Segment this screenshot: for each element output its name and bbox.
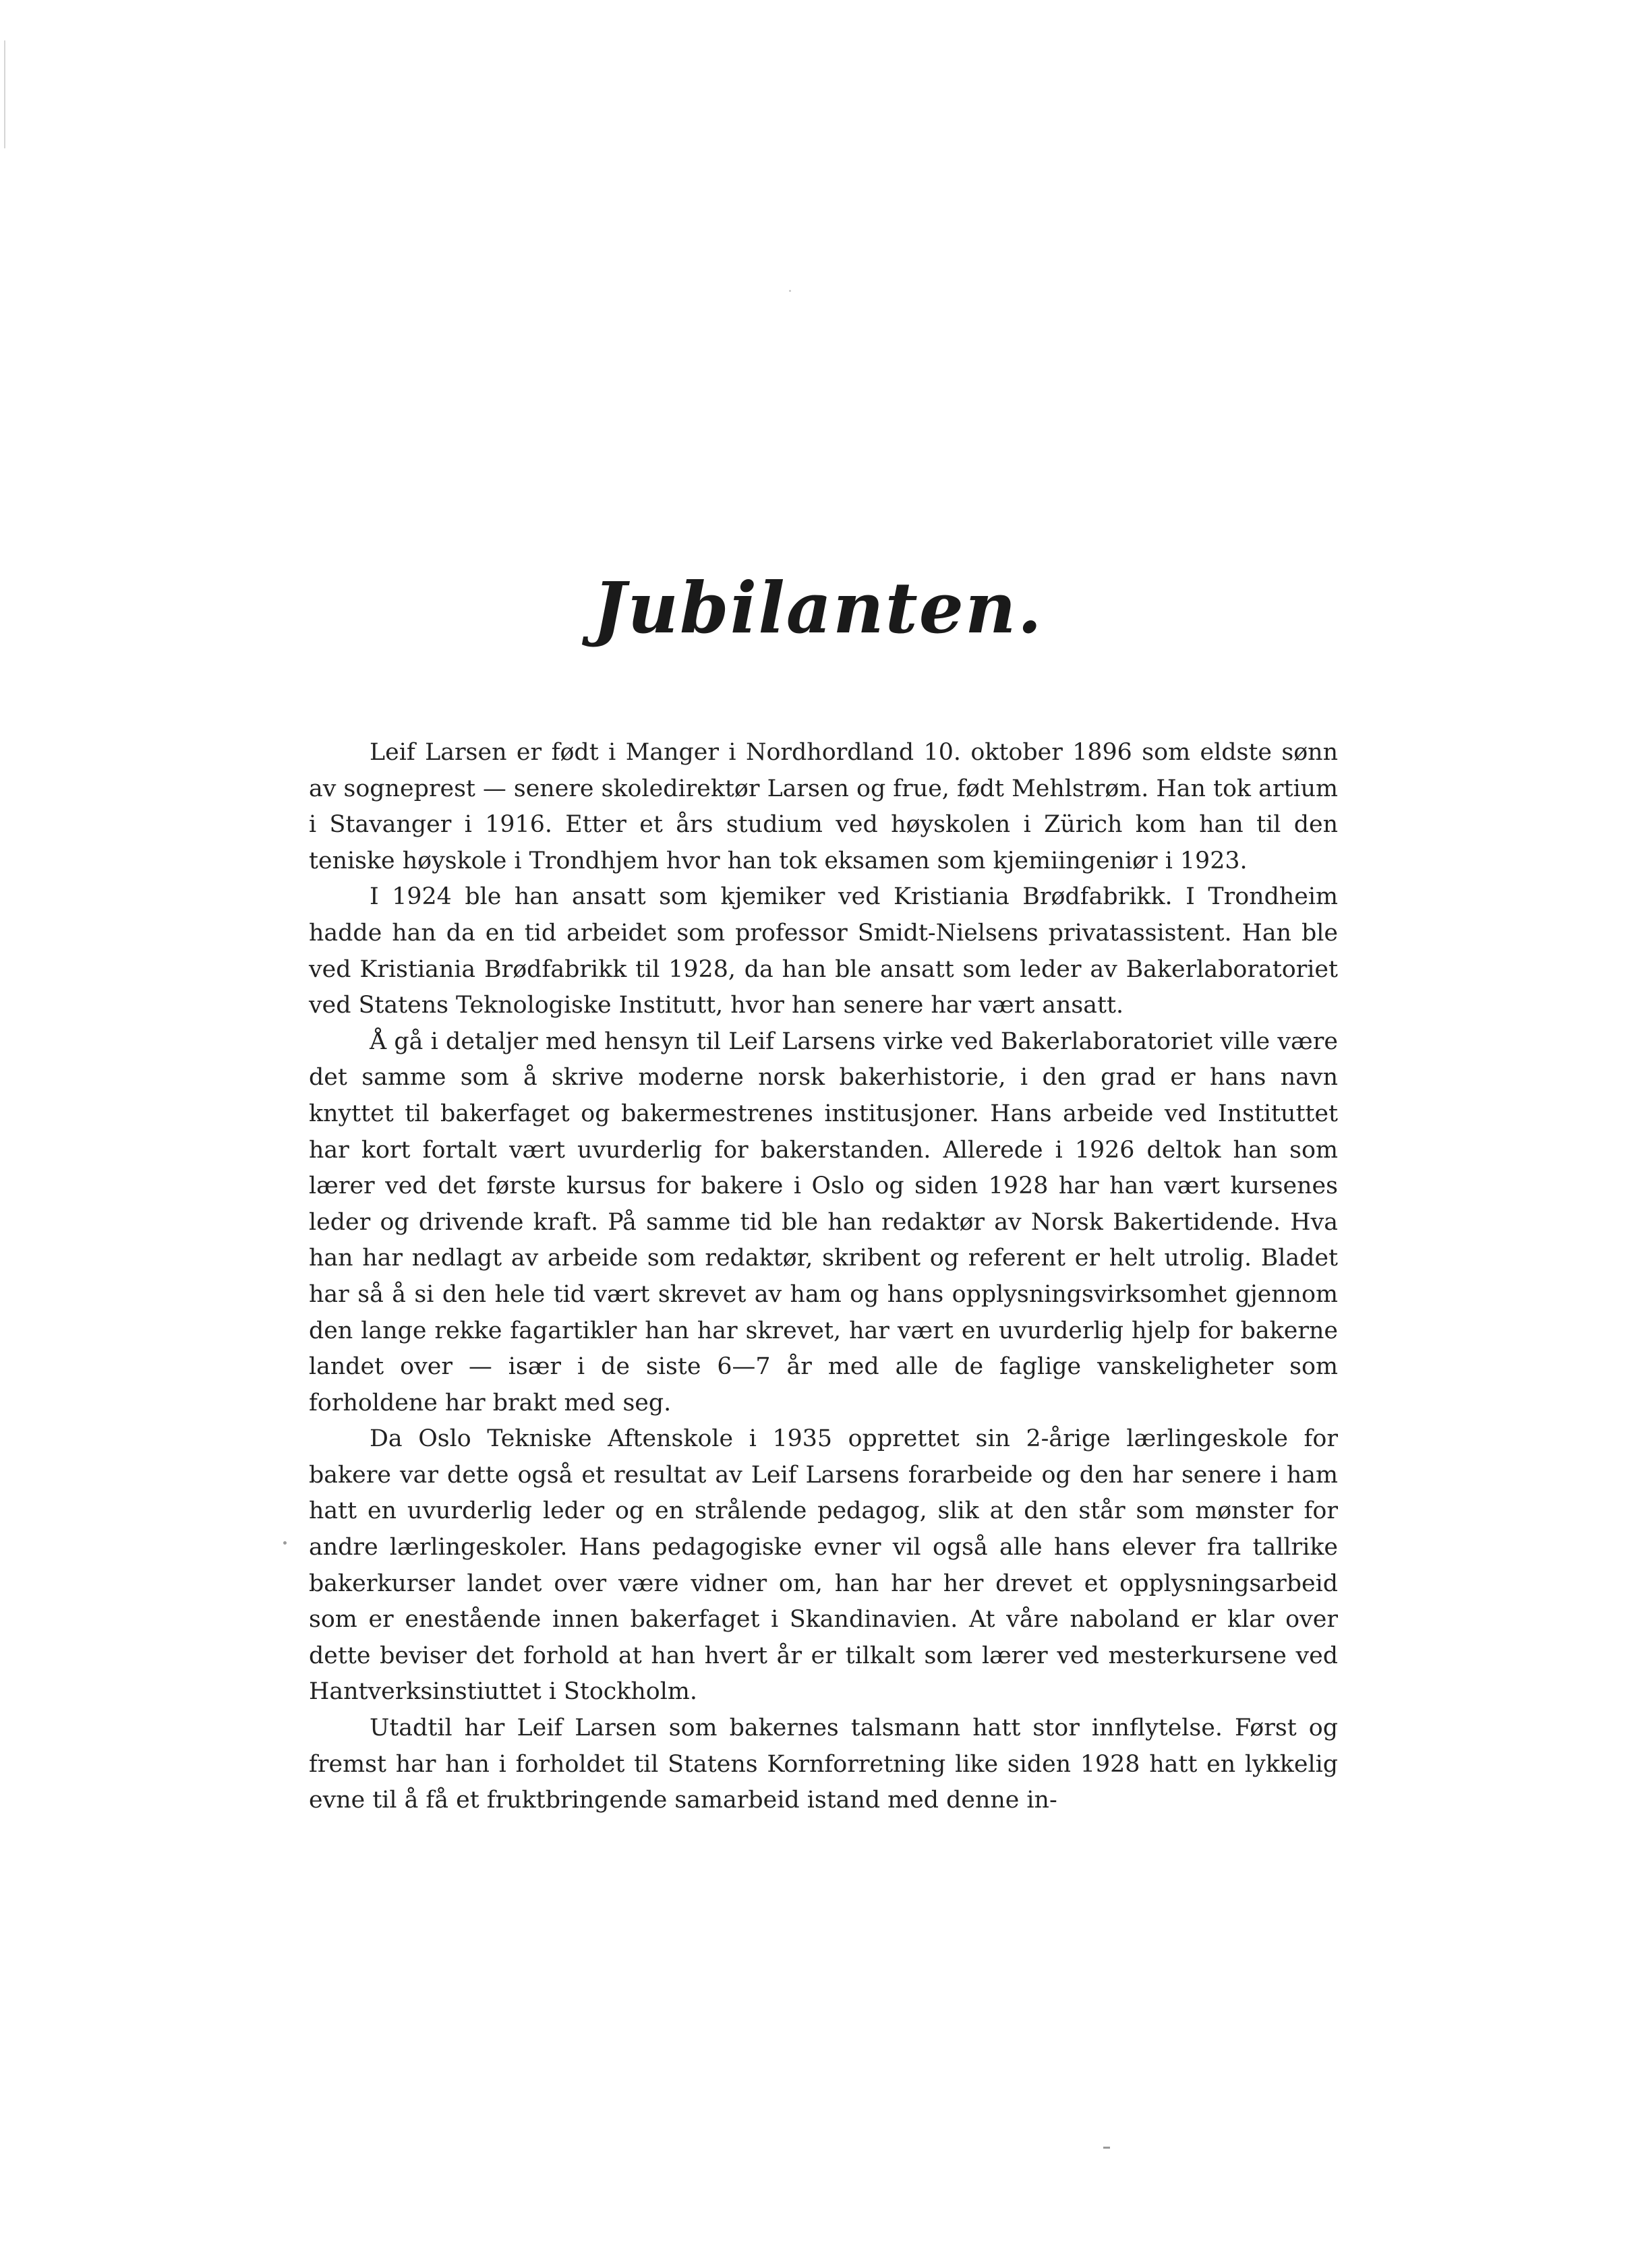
page-title: Jubilanten. (593, 566, 1043, 649)
paragraph: Å gå i detaljer med hensyn til Leif Larsens virke ved Bakerlaboratoriet ville være det samme som å skrive moderne norsk bakerhistorie, i den grad er hans navn knyttet til bakerfaget og bakermestrenes institusjoner. Hans arbeide ved Instituttet har kort fortalt vært uvurderlig for bakerstanden. Allerede i 1926 deltok han som lærer ved det første kursus for bakere i Oslo og siden 1928 har han vært kursenes leder og drivende kraft. På samme tid ble han redaktør av Norsk Bakertidende. Hva han har nedlagt av arbeide som redaktør, skribent og referent er helt utrolig. Bladet har så å si den hele tid vært skrevet av ham og hans opplysningsvirksomhet gjennom den lange rekke fagartikler han har skrevet, har vært en uvurderlig hjelp for bakerne landet over — især i de siste 6—7 år med alle de faglige vanskeligheter som forholdene har brakt med seg. (309, 1027, 1338, 1416)
paragraph: Utadtil har Leif Larsen som bakernes talsmann hatt stor innflytelse. Først og fremst har han i forholdet til Statens Kornforretning like siden 1928 hatt en lykkelig evne til å få et fruktbringende samarbeid istand med denne in- (309, 1714, 1338, 1814)
article-body (309, 735, 1338, 1819)
scan-speck (1103, 2147, 1110, 2149)
scan-speck (283, 1541, 287, 1545)
paragraph: I 1924 ble han ansatt som kjemiker ved Kristiania Brødfabrikk. I Trondheim hadde han da en tid arbeidet som professor Smidt-Nielsens privatassistent. Han ble ved Kristiania Brødfabrikk til 1928, da han ble ansatt som leder av Bakerlaboratoriet ved Statens Teknologiske Institutt, hvor han senere har vært ansatt. (309, 883, 1338, 1019)
scan-edge-mark (4, 40, 5, 148)
scan-speck (789, 290, 791, 292)
paragraph: Da Oslo Tekniske Aftenskole i 1935 opprettet sin 2-årige lærlingeskole for bakere var dette også et resultat av Leif Larsens forarbeide og den har senere i ham hatt en uvurderlig leder og en strålende pedagog, slik at den står som mønster for andre lærlingeskoler. Hans pedagogiske evner vil også alle hans elever fra tallrike bakerkurser landet over være vidner om, han har her drevet et opplysningsarbeid som er enestående innen bakerfaget i Skandinavien. At våre naboland er klar over dette beviser det forhold at han hvert år er tilkalt som lærer ved mesterkursene ved Hantverksinstiuttet i Stockholm. (309, 1425, 1338, 1706)
paragraph: Leif Larsen er født i Manger i Nordhordland 10. oktober 1896 som eldste sønn av sogneprest — senere skoledirektør Larsen og frue, født Mehlstrøm. Han tok artium i Stavanger i 1916. Etter et års studium ved høyskolen i Zürich kom han til den teniske høyskole i Trondhjem hvor han tok eksamen som kjemiingeniør i 1923. (309, 739, 1338, 874)
